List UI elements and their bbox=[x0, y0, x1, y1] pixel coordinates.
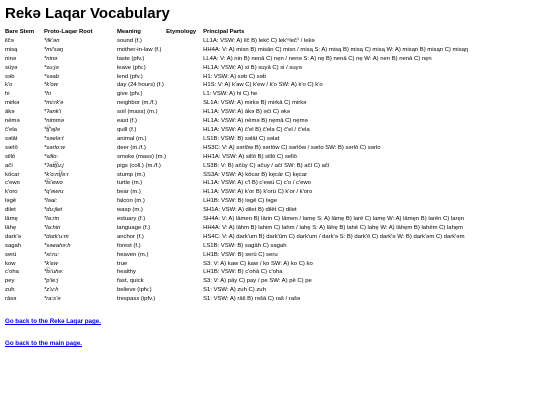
etymology-cell bbox=[166, 144, 203, 153]
table-row bbox=[5, 73, 468, 82]
principal-parts-cell: S1: VSW: A) rāš B) rəšā C) raš / rašə bbox=[203, 296, 301, 303]
etymology-cell bbox=[166, 46, 203, 55]
table-row bbox=[5, 171, 468, 180]
principal-parts-cell: LL1A: VSW: A) ilč B) lekč C) lek'ⁿlečˀ / lekə bbox=[203, 37, 315, 44]
meaning-cell: sound (f.) bbox=[117, 37, 142, 44]
table-row bbox=[5, 46, 468, 55]
principal-parts-cell: L1: VSW: A) hi C) he bbox=[203, 91, 258, 98]
etymology-cell bbox=[166, 277, 203, 286]
etymology-cell bbox=[166, 188, 203, 197]
proto-root-cell: *sillo: bbox=[44, 153, 59, 160]
principal-parts-cell: HL1A: VSW: A) k'or B) k'orü C) k'or / k'oro bbox=[203, 189, 313, 196]
bare-stem-cell: č'ela bbox=[5, 126, 17, 133]
etymology-cell bbox=[166, 135, 203, 144]
bare-stem-cell: rāsə bbox=[5, 296, 17, 303]
principal-parts-cell: LS1B: VSW: B) sagāh C) sagah bbox=[203, 242, 287, 249]
bare-stem-cell: c'ewo bbox=[5, 180, 20, 187]
proto-root-cell: *ʔatt͡ʃu:j bbox=[44, 162, 64, 169]
bare-stem-cell: ləgē bbox=[5, 198, 17, 205]
etymology-cell bbox=[166, 268, 203, 277]
etymology-cell bbox=[166, 162, 203, 171]
table-row bbox=[5, 286, 468, 295]
proto-root-cell: *t͡s'ewo bbox=[44, 180, 63, 187]
proto-root-cell: *ʔank'i bbox=[44, 109, 62, 116]
meaning-cell: believe (ipfv.) bbox=[117, 287, 152, 294]
table-row bbox=[5, 64, 468, 73]
table-row bbox=[5, 55, 468, 64]
meaning-cell: lend (pfv.) bbox=[117, 73, 143, 80]
table-row bbox=[5, 153, 468, 162]
principal-parts-cell: HH4A: V: A) lāhm B) lahim C) lahm / lahę S: A) lāhę B) lahē C) lahę W: A) lāhęm B) lahēm C) lahęm bbox=[203, 224, 464, 231]
principal-parts-cell: HS3C: V: A) sərlōw B) sərlōw C) sərlōw / sərlo SW: B) sərlō C) sərlo bbox=[203, 144, 381, 151]
proto-root-cell: *mi'saŋ bbox=[44, 46, 64, 53]
table-body bbox=[5, 37, 468, 304]
meaning-cell: turtle (m.) bbox=[117, 180, 143, 187]
etymology-cell bbox=[166, 233, 203, 242]
table-row bbox=[5, 99, 468, 108]
proto-root-cell: *la:rin bbox=[44, 216, 60, 223]
bare-stem-cell: hi bbox=[5, 91, 10, 98]
proto-root-cell: *q'əwru bbox=[44, 189, 64, 196]
meaning-cell: true bbox=[117, 260, 128, 267]
meaning-cell: bear (m.) bbox=[117, 189, 141, 196]
etymology-cell bbox=[166, 55, 203, 64]
proto-root-cell: *ləai: bbox=[44, 198, 58, 205]
bare-stem-cell: sərlō bbox=[5, 144, 18, 151]
principal-parts-cell: S1: VSW: A) zuh C) zuh bbox=[203, 287, 266, 294]
proto-root-cell: *səeahə:h bbox=[44, 242, 71, 249]
meaning-cell: deer (m./f.) bbox=[117, 144, 146, 151]
proto-root-cell: *səelə:t bbox=[44, 135, 64, 142]
etymology-cell bbox=[166, 108, 203, 117]
bare-stem-cell: ilčə bbox=[5, 37, 14, 44]
table-row bbox=[5, 188, 468, 197]
proto-root-cell: *z'u:h bbox=[44, 287, 59, 294]
bare-stem-cell: zuh bbox=[5, 287, 15, 294]
meaning-cell: leave (pfv.) bbox=[117, 64, 146, 71]
principal-parts-cell: LL4A: V: A) nin B) nenā C) nęn / nenə S: A) nę B) nenā C) nę W: A) nen B) nenā C) nęn bbox=[203, 55, 432, 62]
meaning-cell: stump (m.) bbox=[117, 171, 146, 178]
meaning-cell: quill (f.) bbox=[117, 126, 137, 133]
proto-root-cell: *su:jə bbox=[44, 64, 59, 71]
meaning-cell: day (24 hours) (f.) bbox=[117, 82, 164, 89]
meaning-cell: soil (mass) (m.) bbox=[117, 109, 158, 116]
meaning-cell: smoke (mass) (m.) bbox=[117, 153, 167, 160]
column-header-principal-parts: Principal Parts bbox=[203, 29, 245, 35]
bare-stem-cell: lāhę bbox=[5, 224, 17, 231]
principal-parts-cell: HL1A: VSW: A) nēmə B) nęmā C) nęmə bbox=[203, 118, 308, 125]
table-row bbox=[5, 81, 468, 90]
principal-parts-cell: H1S: V: A) k'aw C) k'ew / k'o SW: A) k'o C) k'o bbox=[203, 82, 323, 89]
table-row bbox=[5, 242, 468, 251]
meaning-cell: estuary (f.) bbox=[117, 216, 146, 223]
table-row bbox=[5, 144, 468, 153]
table-row bbox=[5, 277, 468, 286]
meaning-cell: anchor (f.) bbox=[117, 233, 144, 240]
bare-stem-cell: səlāt bbox=[5, 135, 18, 142]
page-title: Rekə Laqar Vocabulary bbox=[5, 5, 170, 22]
etymology-cell bbox=[166, 73, 203, 82]
etymology-cell bbox=[166, 206, 203, 215]
meaning-cell: animal (m.) bbox=[117, 135, 147, 142]
etymology-cell bbox=[166, 171, 203, 180]
bare-stem-cell: dark'ə bbox=[5, 233, 21, 240]
proto-root-cell: *p'ie:j bbox=[44, 278, 59, 285]
principal-parts-cell: SS3A: VSW: A) kōcar B) kęcār C) kęcar bbox=[203, 171, 308, 178]
bare-stem-cell: ākə bbox=[5, 109, 15, 116]
proto-root-cell: *k'ew bbox=[44, 260, 58, 267]
principal-parts-cell: LH1B: VSW: B) ləgē C) ləge bbox=[203, 198, 277, 205]
proto-root-cell: *səab bbox=[44, 73, 60, 80]
principal-parts-cell: HL1A: VSW: A) ākə B) əči C) əkə bbox=[203, 109, 291, 116]
etymology-cell bbox=[166, 197, 203, 206]
meaning-cell: mother-in-law (f.) bbox=[117, 46, 162, 53]
principal-parts-cell: HH4A: V: A) misn B) misān C) misn / misą S: A) misą B) misą C) misą W: A) misąn B) misąn C) misąŋ bbox=[203, 46, 469, 53]
etymology-cell bbox=[166, 81, 203, 90]
bare-stem-cell: səb bbox=[5, 73, 15, 80]
etymology-cell bbox=[166, 224, 203, 233]
table-row bbox=[5, 206, 468, 215]
table-row bbox=[5, 126, 468, 135]
table-row bbox=[5, 117, 468, 126]
meaning-cell: taste (pfv.) bbox=[117, 55, 145, 62]
bare-stem-cell: misą bbox=[5, 46, 18, 53]
bare-stem-cell: ninə bbox=[5, 55, 17, 62]
etymology-cell bbox=[166, 64, 203, 73]
etymology-cell bbox=[166, 295, 203, 304]
table-row bbox=[5, 37, 468, 46]
back-to-reke-laqar-link[interactable]: Go back to the Rekə Laqar page. bbox=[5, 318, 101, 326]
proto-root-cell: *ra:s'ə bbox=[44, 296, 61, 303]
meaning-cell: language (f.) bbox=[117, 224, 151, 231]
bare-stem-cell: nēmə bbox=[5, 118, 20, 125]
table-row bbox=[5, 108, 468, 117]
meaning-cell: give (pfv.) bbox=[117, 91, 143, 98]
meaning-cell: heaven (m.) bbox=[117, 251, 149, 258]
proto-root-cell: *k'o:nt͡ʃə:r bbox=[44, 171, 69, 178]
table-row bbox=[5, 197, 468, 206]
principal-parts-cell: SH4A: V: A) lāmen B) lārin C) lāmen / lamę S: A) lāmę B) larē C) lamę W: A) lāmęn B) larēn C) laręn bbox=[203, 216, 464, 223]
column-header-etymology: Etymology bbox=[166, 29, 197, 35]
bare-stem-cell: c'oha bbox=[5, 269, 19, 276]
bare-stem-cell: k'o bbox=[5, 82, 13, 89]
bare-stem-cell: ačí bbox=[5, 162, 13, 169]
table-row bbox=[5, 135, 468, 144]
table-row bbox=[5, 224, 468, 233]
meaning-cell: wasp (m.) bbox=[117, 207, 143, 214]
table-row bbox=[5, 295, 468, 304]
table-row bbox=[5, 260, 468, 269]
etymology-cell bbox=[166, 286, 203, 295]
bare-stem-cell: mirkə bbox=[5, 100, 20, 107]
etymology-cell bbox=[166, 260, 203, 269]
proto-root-cell: *du:jlet bbox=[44, 207, 63, 214]
bare-stem-cell: serü bbox=[5, 251, 17, 258]
etymology-cell bbox=[166, 242, 203, 251]
meaning-cell: forest (f.) bbox=[117, 242, 141, 249]
proto-root-cell: *k'ow bbox=[44, 82, 58, 89]
meaning-cell: neighbor (m./f.) bbox=[117, 100, 157, 107]
bare-stem-cell: sillō bbox=[5, 153, 16, 160]
back-to-main-page-link[interactable]: Go back to the main page. bbox=[5, 340, 83, 348]
proto-root-cell: *xi:ru: bbox=[44, 251, 60, 258]
etymology-cell bbox=[166, 215, 203, 224]
column-header-meaning: Meaning bbox=[117, 29, 141, 35]
proto-root-cell: *la:hin bbox=[44, 224, 61, 231]
table-row bbox=[5, 233, 468, 242]
meaning-cell: pigs (coll.) (m./f.) bbox=[117, 162, 161, 169]
proto-root-cell: *hi bbox=[44, 91, 51, 98]
principal-parts-cell: HL1A: VSW: A) č'el B) č'ela C) č'el / č'ela bbox=[203, 126, 310, 133]
column-header-proto-root: Proto-Laqar Root bbox=[44, 29, 93, 35]
meaning-cell: trespass (ipfv.) bbox=[117, 296, 156, 303]
principal-parts-cell: SL1A: VSW: A) mirkə B) mirkā C) mirkə bbox=[203, 100, 307, 107]
principal-parts-cell: HH1A: VSW: A) sillō B) sillō C) sellō bbox=[203, 153, 297, 160]
table-row bbox=[5, 162, 468, 171]
proto-root-cell: *ninə bbox=[44, 55, 58, 62]
bare-stem-cell: dilet bbox=[5, 207, 16, 214]
column-header-bare-stem: Bare Stem bbox=[5, 29, 35, 35]
principal-parts-cell: LH1B: VSW: B) serü C) seru bbox=[203, 251, 278, 258]
principal-parts-cell: SH1A: VSW: A) dilet B) dilēt C) dilet bbox=[203, 207, 297, 214]
principal-parts-cell: LS1B: VSW: B) səlāt C) səlat bbox=[203, 135, 280, 142]
bare-stem-cell: süyə bbox=[5, 64, 18, 71]
etymology-cell bbox=[166, 99, 203, 108]
principal-parts-cell: H1: VSW: A) səb C) səb bbox=[203, 73, 267, 80]
principal-parts-cell: S3: V: A) pāy C) pay / pe SW: A) pē C) pe bbox=[203, 278, 312, 285]
meaning-cell: east (f.) bbox=[117, 118, 137, 125]
proto-root-cell: *dark'u:m bbox=[44, 233, 69, 240]
table-row bbox=[5, 179, 468, 188]
bare-stem-cell: sagah bbox=[5, 242, 22, 249]
etymology-cell bbox=[166, 179, 203, 188]
meaning-cell: fast, quick bbox=[117, 278, 144, 285]
bare-stem-cell: kōcar bbox=[5, 171, 20, 178]
table-header-row bbox=[5, 28, 468, 37]
table-row bbox=[5, 90, 468, 99]
principal-parts-cell: HS4C: V: A) dark'um B) dark'ūm C) dark'um / dark'ə S: B) dark'ō C) dark'ə W: B) dark'əm C) dark'əm bbox=[203, 233, 465, 240]
principal-parts-cell: LS3B: V: B) ačüy C) ačuy / ačí SW: B) ačí C) ačí bbox=[203, 162, 330, 169]
principal-parts-cell: LH1B: VSW: B) c'ohā C) c'oha bbox=[203, 269, 283, 276]
etymology-cell bbox=[166, 37, 203, 46]
principal-parts-cell: HL1A: VSW: A) c'l B) c'ewü C) c'o / c'ewo bbox=[203, 180, 311, 187]
etymology-cell bbox=[166, 251, 203, 260]
bare-stem-cell: lāmę bbox=[5, 216, 18, 223]
table-row bbox=[5, 251, 468, 260]
bare-stem-cell: kow bbox=[5, 260, 16, 267]
vocabulary-table bbox=[5, 28, 468, 304]
bare-stem-cell: k'oro bbox=[5, 189, 18, 196]
proto-root-cell: *sərlo:w bbox=[44, 144, 65, 151]
etymology-cell bbox=[166, 117, 203, 126]
proto-root-cell: *ilk'ən bbox=[44, 37, 60, 44]
table-row bbox=[5, 215, 468, 224]
proto-root-cell: *t͡ʃ'əjlə bbox=[44, 126, 60, 133]
etymology-cell bbox=[166, 126, 203, 135]
table-row bbox=[5, 268, 468, 277]
meaning-cell: healthy bbox=[117, 269, 136, 276]
etymology-cell bbox=[166, 90, 203, 99]
principal-parts-cell: S3: V: A) kaw C) kaw / ko SW: A) ko C) ko bbox=[203, 260, 313, 267]
proto-root-cell: *mi:rk'ə bbox=[44, 100, 64, 107]
bare-stem-cell: pey bbox=[5, 278, 15, 285]
footer-links bbox=[5, 318, 535, 348]
meaning-cell: falcon (m.) bbox=[117, 198, 145, 205]
etymology-cell bbox=[166, 153, 203, 162]
principal-parts-cell: HL1A: VSW: A) si B) suyā C) si / suyə bbox=[203, 64, 302, 71]
proto-root-cell: *nimmə bbox=[44, 118, 64, 125]
proto-root-cell: *t͡s'uhə: bbox=[44, 269, 64, 276]
